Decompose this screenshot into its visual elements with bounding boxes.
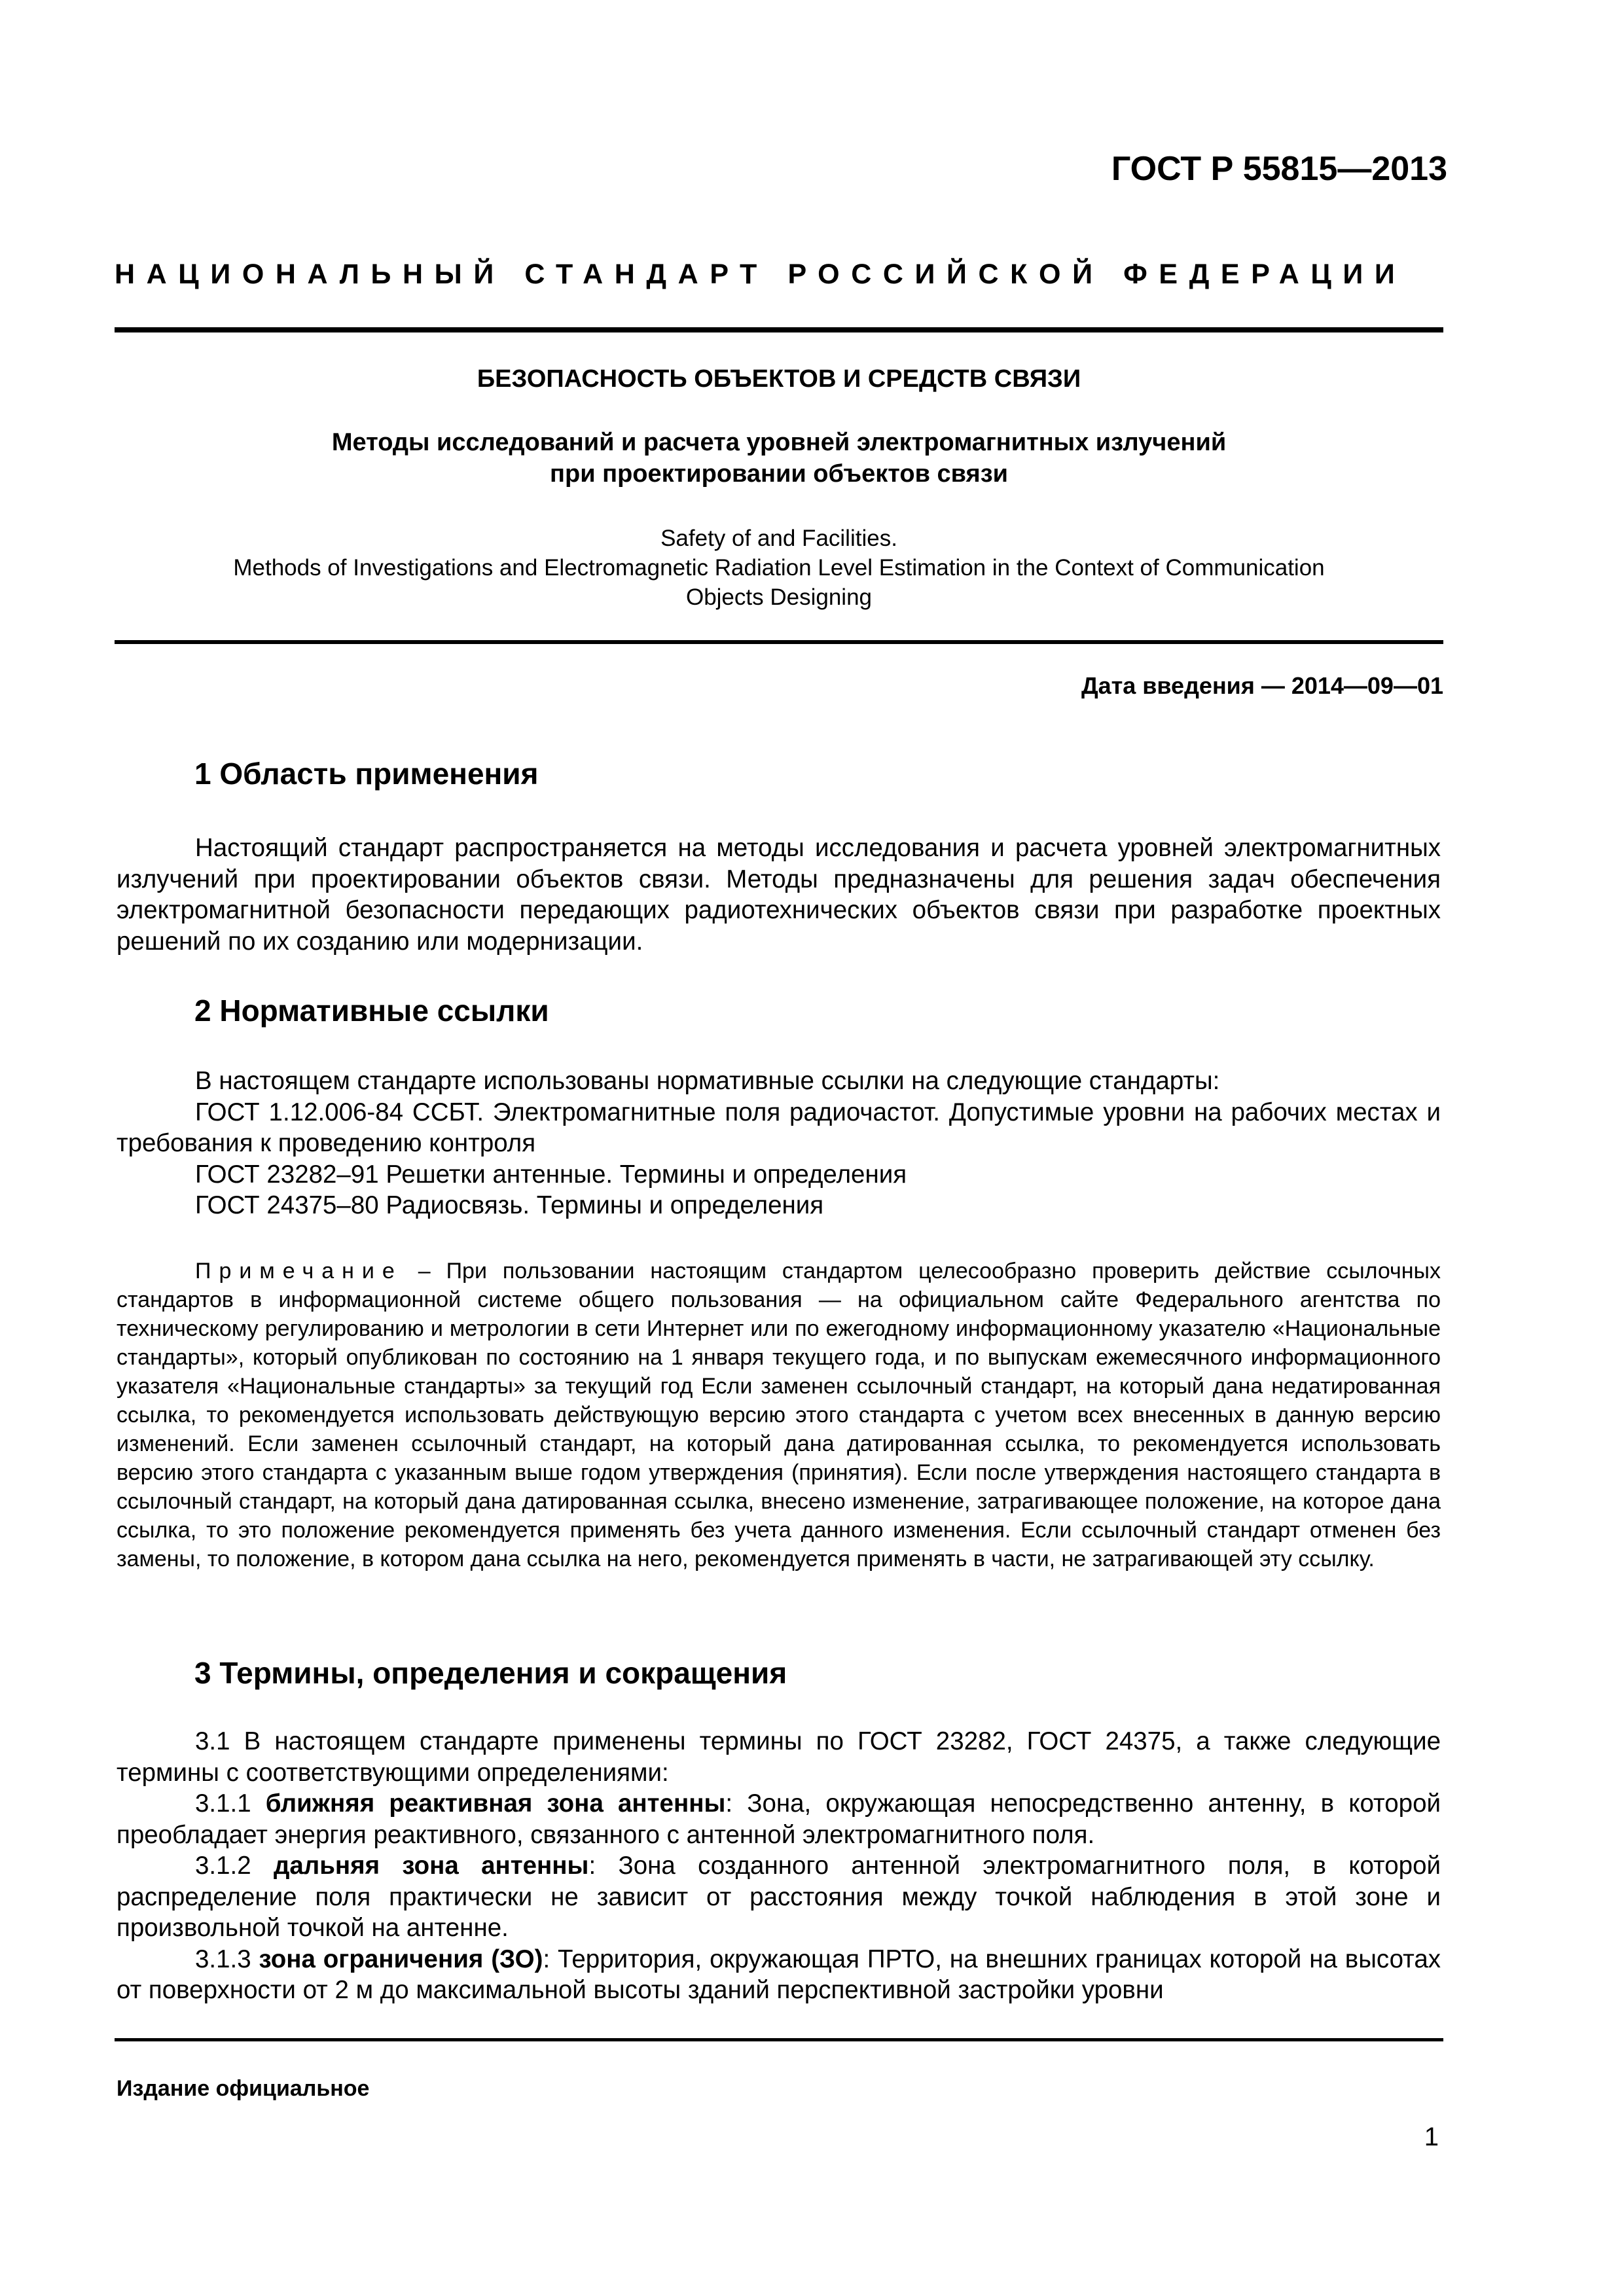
term-definition: : Зона созданного антенной электромагнитного поля, в которой распределение поля практически не зависит от расстояния между точкой наблюдения в этой зоне и произвольной точкой на антенне. — [117, 1852, 1441, 1942]
top-divider — [115, 327, 1443, 332]
references-note — [117, 1257, 1441, 1573]
page-number: 1 — [1424, 2123, 1439, 2151]
term-number: 3.1.3 — [195, 1945, 259, 1973]
term-definition: : Территория, окружающая ПРТО, на внешних границах которой на высотах от поверхности от 2 м до максимальной высоты зданий перспективной застройки уровни — [117, 1945, 1441, 2004]
terms-block — [117, 1726, 1441, 2006]
title-divider — [115, 640, 1443, 644]
term-number: 3.1.2 — [195, 1852, 274, 1880]
subtitle-line: при проектировании объектов связи — [550, 460, 1008, 488]
introduction-date: Дата введения — 2014—09—01 — [1081, 672, 1443, 699]
subtitle-line: Методы исследований и расчета уровней электромагнитных излучений — [331, 429, 1227, 456]
terms-intro: 3.1 В настоящем стандарте применены термины по ГОСТ 23282, ГОСТ 24375, а также следующие термины с соответствующими определениями: — [117, 1727, 1441, 1787]
term-item — [117, 1788, 1441, 1850]
note-text: – При пользовании настоящим стандартом целесообразно проверить действие ссылочных стандартов в информационной системе общего пользования — на официальном сайте Федерального агентства по техническому регулированию и метрологии в сети Интернет или по ежегодному информационному указателю «Национальные стандарты», который опубликован по состоянию на 1 января текущего года, и по выпускам ежемесячного информационного указателя «Национальные стандарты» за текущий год Если заменен ссылочный стандарт, на который дана недатированная ссылка, то рекомендуется использовать действующую версию этого стандарта с учетом всех внесенных в данную версию изменений. Если заменен ссылочный стандарт, на который дана датированная ссылка, то рекомендуется использовать версию этого стандарта с указанным выше годом утверждения (принятия). Если после утверждения настоящего стандарта в ссылочный стандарт, на который дана датированная ссылка, внесено изменение, затрагивающее положение, на которое дана ссылка, то это положение рекомендуется применять без учета данного изменения. Если ссылочный стандарт отменен без замены, то положение, в котором дана ссылка на него, рекомендуется применять в части, не затрагивающей эту ссылку. — [117, 1259, 1441, 1571]
english-title-line: Objects Designing — [685, 584, 873, 610]
references-intro: В настоящем стандарте использованы нормативные ссылки на следующие стандарты: — [195, 1067, 1220, 1095]
term-number: 3.1.1 — [195, 1789, 266, 1818]
references-block — [117, 1066, 1441, 1221]
document-title: БЕЗОПАСНОСТЬ ОБЪЕКТОВ И СРЕДСТВ СВЯЗИ — [477, 365, 1081, 393]
reference-item: ГОСТ 23282–91 Решетки антенные. Термины и определения — [195, 1160, 907, 1189]
term-name: дальняя зона антенны — [273, 1852, 589, 1880]
edition-label: Издание официальное — [117, 2076, 370, 2101]
document-subtitle — [115, 427, 1443, 490]
section-heading-terms: 3 Термины, определения и сокращения — [194, 1656, 787, 1690]
footer-divider — [115, 2038, 1443, 2041]
scope-paragraph: Настоящий стандарт распространяется на методы исследования и расчета уровней электромагнитных излучений при проектировании объектов связи. Методы предназначены для решения задач обеспечения электромагнитной безопасности передающих радиотехнических объектов связи при разработке проектных решений по их созданию или модернизации. — [117, 834, 1441, 956]
organization-line: НАЦИОНАЛЬНЫЙ СТАНДАРТ РОССИЙСКОЙ ФЕДЕРАЦИИ — [115, 259, 1407, 290]
english-title-line: Safety of and Facilities. — [660, 526, 897, 551]
term-definition: : Зона, окружающая непосредственно антенну, в которой преобладает энергия реактивного, связанного с антенной электромагнитного поля. — [117, 1789, 1441, 1849]
reference-item: ГОСТ 24375–80 Радиосвязь. Термины и определения — [195, 1191, 824, 1219]
section-heading-references: 2 Нормативные ссылки — [194, 994, 549, 1028]
document-id: ГОСТ Р 55815—2013 — [1111, 150, 1447, 188]
reference-item: ГОСТ 1.12.006-84 ССБТ. Электромагнитные поля радиочастот. Допустимые уровни на рабочих местах и требования к проведению контроля — [117, 1098, 1441, 1157]
term-name: зона ограничения (ЗО) — [259, 1945, 543, 1973]
term-item — [117, 1944, 1441, 2006]
term-name: ближняя реактивная зона антенны — [265, 1789, 726, 1818]
english-title — [115, 524, 1443, 612]
term-item — [117, 1850, 1441, 1944]
section-heading-scope: 1 Область применения — [194, 757, 539, 791]
note-label: Примечание — [195, 1259, 403, 1283]
english-title-line: Methods of Investigations and Electromagnetic Radiation Level Estimation in the Context of Communication — [233, 555, 1325, 581]
